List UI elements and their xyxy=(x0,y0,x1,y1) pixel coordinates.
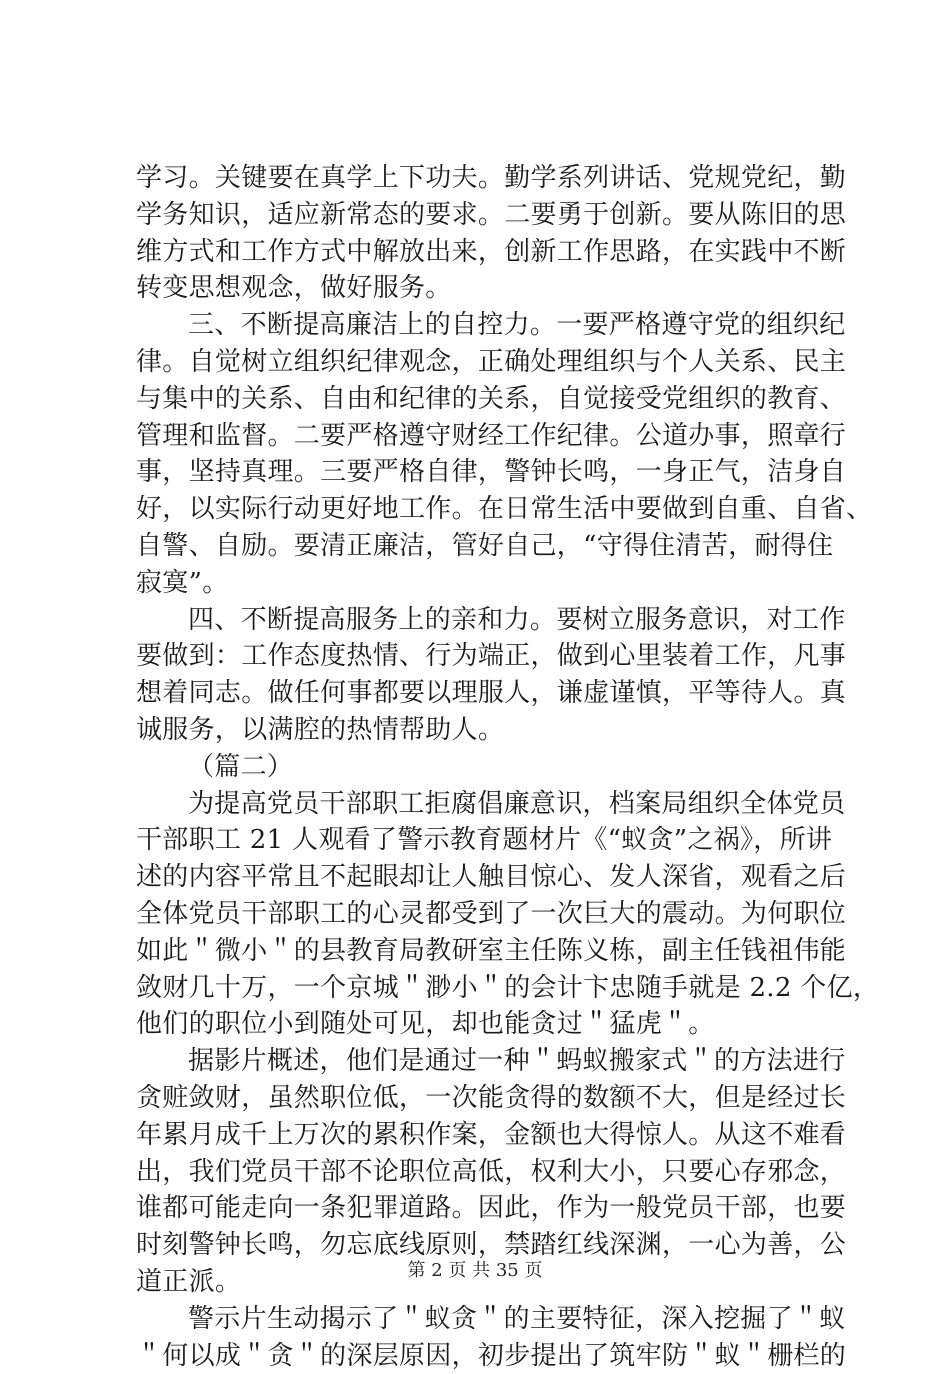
text-line: 敛财几十万，一个京城＂渺小＂的会计卞忠随手就是 2.2 个亿， xyxy=(136,970,816,1007)
text-line: 谁都可能走向一条犯罪道路。因此，作为一般党员干部，也要 xyxy=(136,1190,816,1227)
text-line: 干部职工 21 人观看了警示教育题材片《“蚁贪”之祸》，所讲 xyxy=(136,822,816,859)
paragraph-start-line: 警示片生动揭示了＂蚁贪＂的主要特征，深入挖掘了＂蚁 xyxy=(136,1301,816,1338)
text-line: 学务知识，适应新常态的要求。二要勇于创新。要从陈旧的思 xyxy=(136,197,816,234)
text-line: 维方式和工作方式中解放出来，创新工作思路，在实践中不断 xyxy=(136,234,816,271)
page-footer xyxy=(0,1256,950,1282)
text-line: 全体党员干部职工的心灵都受到了一次巨大的震动。为何职位 xyxy=(136,896,816,933)
text-line: 好，以实际行动更好地工作。在日常生活中要做到自重、自省、 xyxy=(136,491,816,528)
section-heading-line: 四、不断提高服务上的亲和力。要树立服务意识，对工作 xyxy=(136,602,816,639)
text-line: 自警、自励。要清正廉洁，管好自己，“守得住清苦，耐得住 xyxy=(136,528,816,565)
page-number: 第 2 页 共 35 页 xyxy=(408,1260,543,1281)
text-line: 想着同志。做任何事都要以理服人，谦虚谨慎，平等待人。真 xyxy=(136,675,816,712)
text-line: 转变思想观念，做好服务。 xyxy=(136,270,816,307)
text-line: 诚服务，以满腔的热情帮助人。 xyxy=(136,712,816,749)
text-line: 时刻警钟长鸣，勿忘底线原则，禁踏红线深渊，一心为善，公 xyxy=(136,1227,816,1264)
text-line: 寂寞”。 xyxy=(136,565,816,602)
text-line: 年累月成千上万次的累积作案，金额也大得惊人。从这不难看 xyxy=(136,1117,816,1154)
text-line: 事，坚持真理。三要严格自律，警钟长鸣，一身正气，洁身自 xyxy=(136,454,816,491)
text-line: 学习。关键要在真学上下功夫。勤学系列讲话、党规党纪，勤 xyxy=(136,160,816,197)
text-line: 他们的职位小到随处可见，却也能贪过＂猛虎＂。 xyxy=(136,1006,816,1043)
paragraph-start-line: 据影片概述，他们是通过一种＂蚂蚁搬家式＂的方法进行 xyxy=(136,1043,816,1080)
text-line: 如此＂微小＂的县教育局教研室主任陈义栋，副主任钱祖伟能 xyxy=(136,933,816,970)
text-line: 贪赃敛财，虽然职位低，一次能贪得的数额不大，但是经过长 xyxy=(136,1080,816,1117)
chapter-heading: （篇二） xyxy=(136,749,816,786)
text-line: 律。自觉树立组织纪律观念，正确处理组织与个人关系、民主 xyxy=(136,344,816,381)
paragraph-start-line: 为提高党员干部职工拒腐倡廉意识，档案局组织全体党员 xyxy=(136,786,816,823)
text-line: 道正派。 xyxy=(136,1264,816,1301)
text-line: 与集中的关系、自由和纪律的关系，自觉接受党组织的教育、 xyxy=(136,381,816,418)
text-line: 出，我们党员干部不论职位高低，权利大小，只要心存邪念， xyxy=(136,1154,816,1191)
text-line: ＂何以成＂贪＂的深层原因，初步提出了筑牢防＂蚁＂栅栏的 xyxy=(136,1338,816,1374)
text-line: 述的内容平常且不起眼却让人触目惊心、发人深省，观看之后 xyxy=(136,859,816,896)
text-line: 管理和监督。二要严格遵守财经工作纪律。公道办事，照章行 xyxy=(136,418,816,455)
section-heading-line: 三、不断提高廉洁上的自控力。一要严格遵守党的组织纪 xyxy=(136,307,816,344)
document-body xyxy=(136,160,816,1374)
text-line: 要做到：工作态度热情、行为端正，做到心里装着工作，凡事 xyxy=(136,638,816,675)
